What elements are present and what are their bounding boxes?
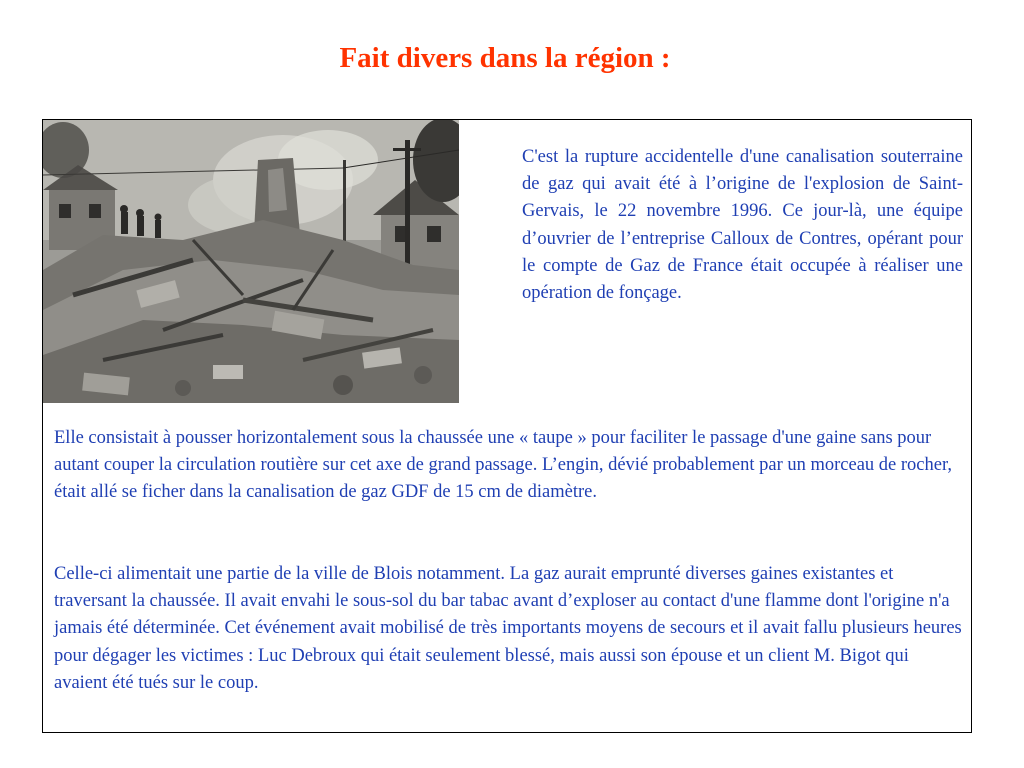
explosion-photo bbox=[43, 120, 459, 403]
article-paragraph-taupe: Elle consistait à pousser horizontalement sous la chaussée une « taupe » pour faciliter le passage d'une gaine sans pour autant couper la circulation routière sur cet axe de grand passage. L’engin, dévié probablement par un morceau de rocher, était allé se ficher dans la canalisation de gaz GDF de 15 cm de diamètre. bbox=[54, 428, 953, 503]
article-paragraph-victims: Celle-ci alimentait une partie de la ville de Blois notamment. La gaz aurait emprunté diverses gaines existantes et traversant la chaussée. Il avait envahi le sous-sol du bar tabac avant d’exploser au contact d'une flamme dont l'origine n'a jamais été déterminée. Cet événement avait mobilisé de très importants moyens de secours et il avait fallu plusieurs heures pour dégager les victimes : Luc Debroux qui était seulement blessé, mais aussi son épouse et un client M. Bigot qui avaient été tués sur le coup. bbox=[54, 564, 962, 693]
article-intro-paragraph: C'est la rupture accidentelle d'une canalisation souterraine de gaz qui avait été à l’origine de l'explosion de Saint-Gervais, le 22 novembre 1996. Ce jour-là, une équipe d’ouvrier de l’entreprise Calloux de Contres, opérant pour le compte de Gaz de France était occupée à réaliser une opération de fonçage. bbox=[522, 147, 963, 304]
page-title: Fait divers dans la région : bbox=[339, 42, 671, 74]
article-frame bbox=[42, 119, 972, 733]
